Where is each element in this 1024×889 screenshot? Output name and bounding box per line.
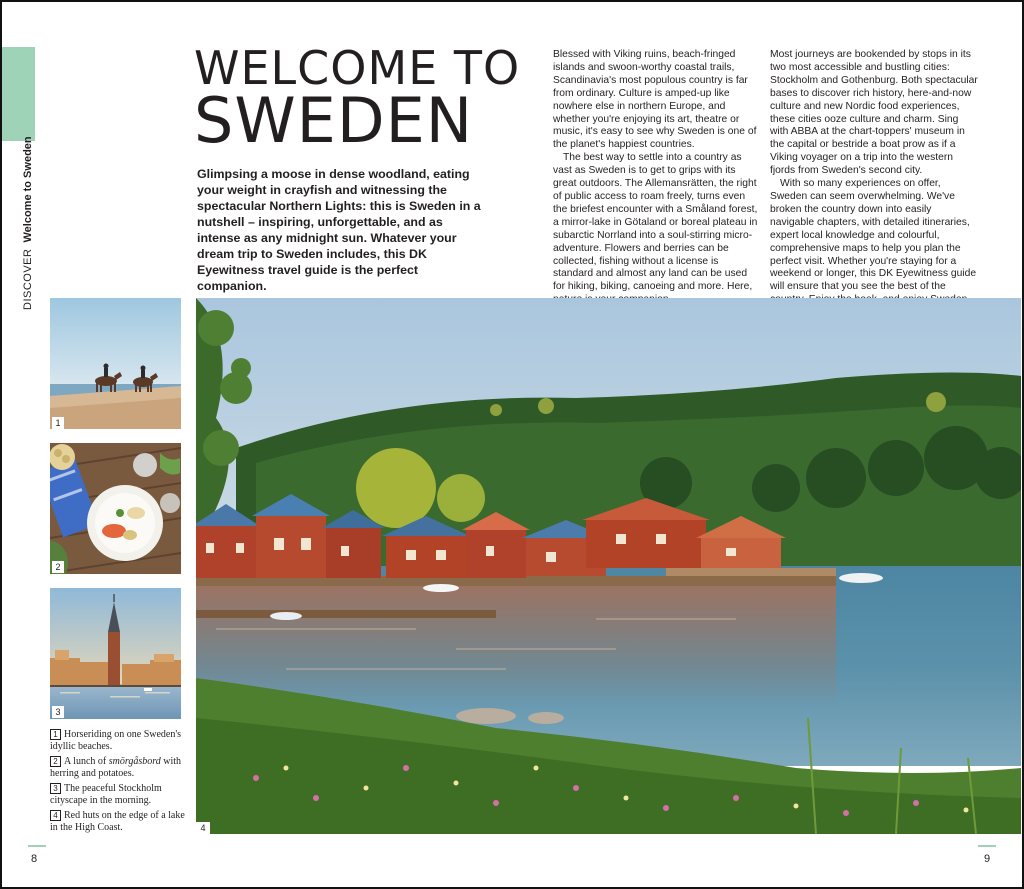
caption-number: 2 — [50, 756, 61, 767]
photo-number: 3 — [52, 706, 64, 718]
caption-item — [50, 729, 190, 753]
photo-beach-horses — [50, 298, 181, 429]
section-tab — [2, 47, 35, 141]
page-title-line1: WELCOME TO — [194, 41, 521, 95]
folio-accent — [28, 845, 46, 847]
caption-text: The peaceful Stockholm cityscape in the morning. — [50, 783, 162, 806]
photo-stockholm — [50, 588, 181, 719]
caption-item — [50, 810, 190, 834]
caption-item — [50, 756, 190, 780]
photo-number: 2 — [52, 561, 64, 573]
caption-text: A lunch of — [64, 756, 109, 767]
intro-paragraph: Glimpsing a moose in dense woodland, eating your weight in crayfish and witnessing the spectacular Northern Lights: this is Sweden in a nutshell – inspiring, unforgettable, and as intense as any midnight sun. Whatever your dream trip to Sweden includes, this DK Eyewitness travel guide is the perfect companion. — [197, 167, 481, 293]
photo-red-huts-lake — [196, 298, 1021, 834]
caption-text: Red huts on the edge of a lake in the High Coast. — [50, 810, 185, 833]
photo-captions — [50, 729, 190, 837]
body-paragraph: The best way to settle into a country as vast as Sweden is to get to grips with its great outdoors. The Allemansrätten, the right of public access to roam freely, turns even the briefest encounter with a Småland forest, a mirror-lake in Götaland or boreal plateau in subarctic Norrland into a soul-stirring micro-adventure. Flowers and berries can be collected, fishing without a license is standard and almost any land can be used for hiking, biking, canoeing and more. Here, — [553, 152, 758, 293]
caption-text: with herring and potatoes. — [50, 756, 182, 779]
chapter-label: Welcome to Sweden — [22, 136, 34, 243]
body-column-1 — [553, 49, 761, 307]
caption-number: 1 — [50, 729, 61, 740]
caption-item — [50, 783, 190, 807]
body-column-2 — [770, 49, 978, 307]
running-head — [22, 136, 34, 310]
folio-accent — [978, 845, 996, 847]
body-paragraph: Blessed with Viking ruins, beach-fringed islands and swoon-worthy coastal trails, Scandinavia's most populous country is far from ordinary. Culture is amped-up like nowhere else in northern Europe, and whether you're enjoying its art, theatre or music, it's easy to see why Sweden is one of the planet's happiest countries. — [553, 49, 757, 151]
body-paragraph: With so many experiences on offer, Sweden can seem overwhelming. We've broken the country down into easily navigable chapters, with detailed itineraries, expert local knowledge and colourful, comprehensive maps to help you plan the perfect visit. Whether you're staying for a weekend or longer, this DK Eyewitness guide will ensure that you see the best of the — [770, 178, 977, 293]
photo-smorgasbord — [50, 443, 181, 574]
body-paragraph: Most journeys are bookended by stops in its two most accessible and bustling cities: Stockholm and Gothenburg. Both spectacular bases to discover rich history, here-and-now culture and new Nordic food experiences, these cities ooze culture and charm. Sing with ABBA at the chart-toppers' museum in the capital or bestride a boat prow as if a Viking voyager on a trip into the western fjords from Sweden's second city. — [770, 49, 978, 177]
page-number-left: 8 — [31, 853, 38, 865]
photo-number: 1 — [52, 417, 64, 429]
caption-emphasis: smörgåsbord — [108, 756, 161, 767]
caption-text: Horseriding on one Sweden's idyllic beaches. — [50, 729, 182, 752]
caption-number: 3 — [50, 783, 61, 794]
page-number-right: 9 — [984, 853, 991, 865]
caption-number: 4 — [50, 810, 61, 821]
section-label: DISCOVER — [22, 248, 34, 310]
page-title-line2: SWEDEN — [194, 84, 474, 157]
photo-number: 4 — [196, 822, 210, 834]
